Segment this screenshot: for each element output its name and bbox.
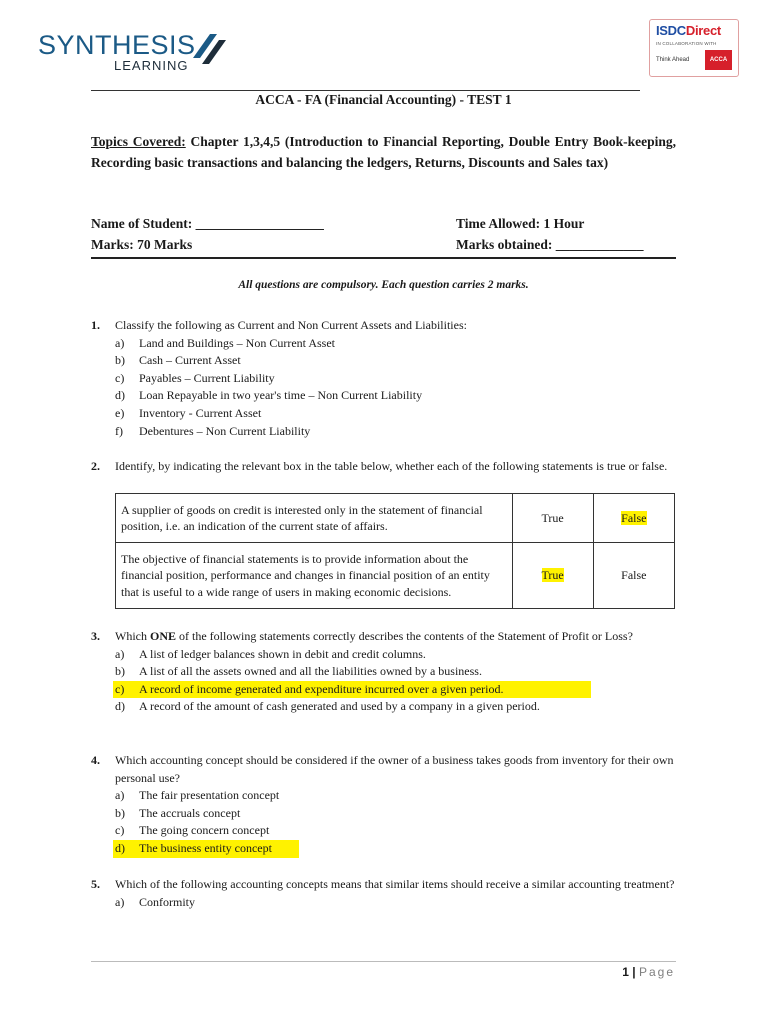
question-text: Identify, by indicating the relevant box in the table below, whether each of the following statements is true or false. [115,459,668,473]
option-b: b) The accruals concept [115,805,241,820]
page-word: Page [638,965,675,979]
false-cell[interactable] [593,494,674,543]
table-row [116,543,675,609]
table-row [116,494,675,543]
question-number: 5. [91,877,100,891]
acca-badge: ACCA [705,50,732,70]
question-number: 2. [91,459,100,473]
option-b: b) A list of all the assets owned and all the liabilities owned by a business. [115,664,482,679]
header-rule [91,90,640,91]
total-marks-label: Marks: 70 Marks [91,237,193,252]
info-rule [91,257,676,259]
topics-covered [91,131,676,173]
question-3 [91,628,676,716]
option-a: a) Land and Buildings – Non Current Asset [115,335,335,350]
question-4 [91,752,676,858]
option-c-highlighted: c) A record of income generated and expenditure incurred over a given period. [91,681,676,699]
page-footer [520,965,675,979]
option-d-highlighted: d) The business entity concept [91,840,676,858]
isdc-acca-logo [649,19,739,77]
question-text: Which ONE of the following statements correctly describes the contents of the Statement of Profit or Loss? [115,629,633,643]
question-1 [91,317,676,440]
true-cell[interactable] [512,543,593,609]
option-f: f) Debentures – Non Current Liability [115,423,311,438]
option-b: b) Cash – Current Asset [115,353,241,368]
question-5 [91,876,676,911]
logo-subtitle: LEARNING [114,58,189,73]
statement-cell: A supplier of goods on credit is interested only in the statement of financial position, i.e. an indication of the current state of affairs. [116,494,513,543]
topics-text: Chapter 1,3,4,5 (Introduction to Financial Reporting, Double Entry Book-keeping, Recording basic transactions and balancing the ledgers, Returns, Discounts and Sales tax) [91,134,676,170]
think-ahead-text: Think Ahead [656,57,690,63]
question-number: 4. [91,753,100,767]
question-text: Which accounting concept should be considered if the owner of a business takes goods from inventory for their own personal use? [115,753,674,785]
question-number: 1. [91,318,100,332]
statement-cell: The objective of financial statements is to provide information about the financial position, performance and changes in financial position of an entity that is useful to a wide range of users in making economic decisions. [116,543,513,609]
option-c: c) The going concern concept [115,823,270,838]
question-text: Classify the following as Current and Non Current Assets and Liabilities: [115,318,467,332]
false-cell[interactable]: False [593,543,674,609]
option-a: a) The fair presentation concept [115,788,280,803]
option-e: e) Inventory - Current Asset [115,405,262,420]
true-cell[interactable]: True [512,494,593,543]
topics-label: Topics Covered: [91,134,186,149]
time-allowed-label: Time Allowed: 1 Hour [456,216,585,231]
student-name-label: Name of Student: ___________________ [91,216,324,231]
option-d: d) Loan Repayable in two year's time – Non Current Liability [115,388,423,403]
true-false-table [115,493,675,609]
question-text: Which of the following accounting concepts means that similar items should receive a similar accounting treatment? [115,877,675,891]
selected-answer: True [541,568,564,583]
selected-answer: False [621,510,647,525]
isdc-wordmark: ISDCDirect [656,23,721,38]
page-separator: | [632,965,636,979]
marks-obtained-label: Marks obtained: _____________ [456,237,644,252]
option-d: d) A record of the amount of cash generated and used by a company in a given period. [115,699,540,714]
footer-rule [91,961,676,962]
question-2 [91,458,676,476]
synthesis-learning-logo [38,30,223,74]
instructions: All questions are compulsory. Each question carries 2 marks. [238,279,529,291]
option-c: c) Payables – Current Liability [115,370,275,385]
isdc-tagline: IN COLLABORATION WITH [656,41,717,46]
question-number: 3. [91,629,100,643]
page-number: 1 [622,965,629,979]
logo-slash-icon [188,32,228,72]
option-a: a) A list of ledger balances shown in debit and credit columns. [115,646,426,661]
option-a: a) Conformity [115,894,195,909]
page-title: ACCA - FA (Financial Accounting) - TEST 1 [255,92,512,107]
logo-wordmark: SYNTHESIS [38,30,196,60]
